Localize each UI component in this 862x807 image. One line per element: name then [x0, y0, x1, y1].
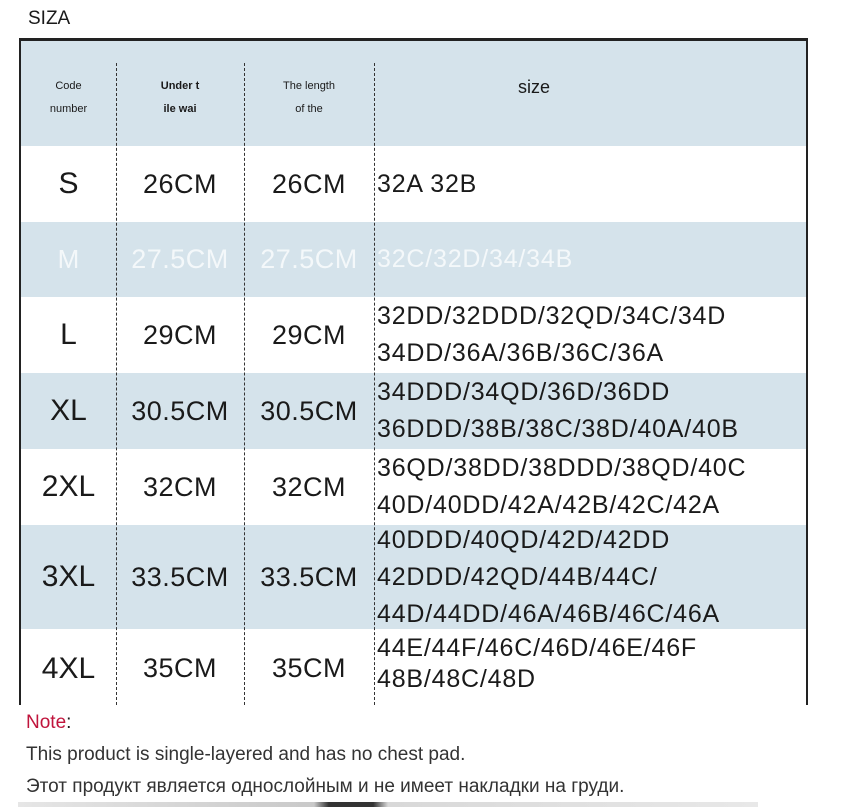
- table-row: [21, 373, 806, 449]
- under-measure: 29CM: [142, 319, 218, 350]
- length-measure: 26CM: [271, 168, 347, 199]
- note-colon: :: [66, 712, 72, 733]
- table-row: [21, 629, 806, 705]
- header-under-line1: Under t: [160, 79, 200, 92]
- under-measure: 32CM: [142, 471, 218, 502]
- size-code: 2XL: [41, 470, 96, 503]
- size-table: [19, 38, 808, 705]
- header-code-line1: Code: [55, 79, 82, 92]
- size-list-line: 34DD/36A/36B/36C/36A: [377, 339, 665, 367]
- table-row: [21, 297, 806, 373]
- header-length-line2: of the: [295, 102, 323, 115]
- note-heading: [26, 712, 71, 734]
- header-code-line2: number: [49, 102, 88, 115]
- header-under: [116, 41, 244, 146]
- size-code: XL: [50, 394, 87, 427]
- table-row: [21, 222, 806, 297]
- size-list-line: 42DDD/42QD/44B/44C/: [377, 562, 658, 591]
- length-measure: 33.5CM: [260, 561, 358, 592]
- column-divider: [116, 63, 117, 705]
- size-list-line: 32A 32B: [377, 169, 478, 198]
- table-header-row: [21, 41, 806, 146]
- size-list-line: 44E/44F/46C/46D/46E/46F: [377, 634, 697, 662]
- column-divider: [244, 63, 245, 705]
- size-list-line: 36QD/38DD/38DDD/38QD/40C: [377, 454, 747, 482]
- header-length: [244, 41, 374, 146]
- bottom-image-edge: [18, 802, 758, 807]
- size-code: M: [57, 244, 80, 274]
- under-measure: 26CM: [142, 168, 218, 199]
- size-code: L: [60, 318, 77, 351]
- column-divider: [374, 63, 375, 705]
- header-size-label: size: [518, 77, 551, 97]
- header-size: [374, 41, 808, 146]
- length-measure: 29CM: [271, 319, 347, 350]
- header-length-line1: The length: [283, 79, 335, 92]
- size-code: 4XL: [41, 651, 96, 685]
- size-list-line: 32DD/32DDD/32QD/34C/34D: [377, 302, 727, 330]
- under-measure: 30.5CM: [131, 395, 229, 426]
- size-list-line: 36DDD/38B/38C/38D/40A/40B: [377, 415, 739, 443]
- length-measure: 35CM: [271, 653, 347, 683]
- note-english: This product is single-layered and has no chest pad.: [26, 744, 466, 765]
- size-list-line: 40DDD/40QD/42D/42DD: [377, 525, 671, 554]
- length-measure: 27.5CM: [260, 244, 358, 274]
- size-list-line: 40D/40DD/42A/42B/42C/42A: [377, 491, 721, 519]
- header-code-number: [21, 41, 116, 146]
- under-measure: 33.5CM: [131, 561, 229, 592]
- length-measure: 32CM: [271, 471, 347, 502]
- size-list-line: 44D/44DD/46A/46B/46C/46A: [377, 599, 721, 628]
- size-list-line: 48B/48C/48D: [377, 665, 536, 693]
- table-row: [21, 525, 806, 629]
- note-label: Note: [26, 712, 67, 733]
- header-under-line2: ile wai: [163, 102, 197, 115]
- under-measure: 35CM: [142, 653, 218, 683]
- note-russian: Этот продукт является однослойным и не имеет накладки на груди.: [26, 776, 625, 797]
- table-row: [21, 146, 806, 222]
- length-measure: 30.5CM: [260, 395, 358, 426]
- page-title: SIZA: [28, 8, 71, 29]
- size-code: 3XL: [41, 560, 96, 593]
- table-row: [21, 449, 806, 525]
- size-list-line: 32C/32D/34/34B: [377, 245, 574, 273]
- size-list-line: 34DDD/34QD/36D/36DD: [377, 378, 671, 406]
- under-measure: 27.5CM: [131, 244, 229, 274]
- size-code: S: [58, 167, 79, 200]
